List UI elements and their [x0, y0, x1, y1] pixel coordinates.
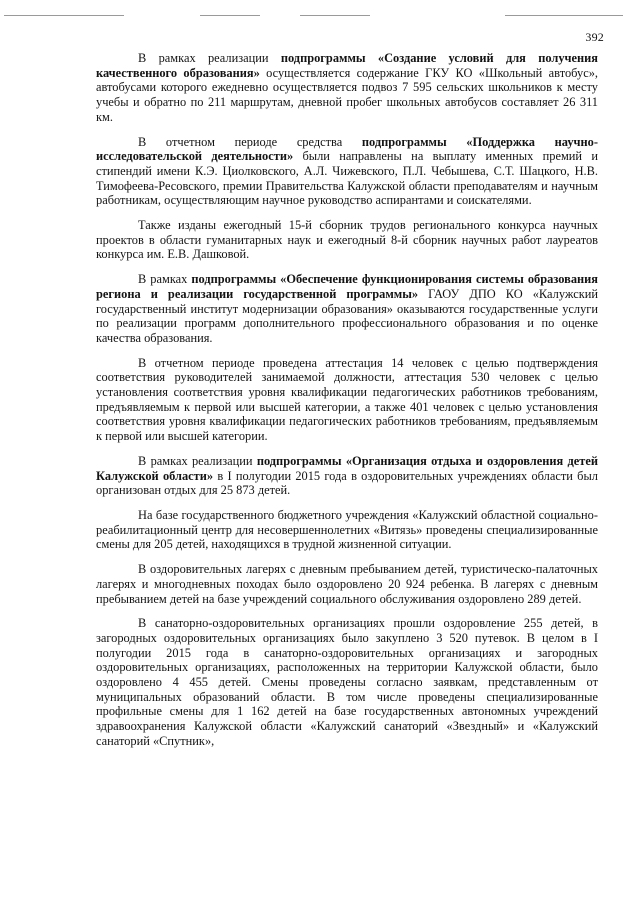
paragraph [96, 272, 598, 346]
text-run: В санаторно-оздоровительных организациях прошли оздоровление 255 детей, в загородных оздоровительных организациях было закуплено 3 520 путевок. В целом в I полугодии 2015 года в санаторно-оздоровительных организациях и загородных оздоровительных организациях, расположенных на территории Калужской области, было оздоровлено 4 455 детей. Смены проведены согласно заявкам, представленным от муниципальных образований области. В том числе проведены специализированные профильные смены для 1 162 детей на базе государственных автономных учреждений здравоохранения Калужской области «Калужский санаторий «Звездный» и «Калужский санаторий «Спутник», [96, 616, 598, 748]
text-run: В отчетном периоде проведена аттестация 14 человек с целью подтверждения соответствия руководителей занимаемой должности, аттестация 530 человек с целью установления соответствия уровня квалификации педагогических работников требованиям, предъявляемым к первой или высшей категории, а также 401 человек с целью установления соответствия уровня квалификации педагогических работников требованиям, предъявляемым к первой или высшей категории. [96, 355, 598, 444]
paragraph [96, 135, 598, 209]
paragraph [96, 51, 598, 125]
text-run: В рамках реализации [138, 51, 281, 65]
text-run: В оздоровительных лагерях с дневным пребыванием детей, туристическо-палаточных лагерях и многодневных походах было оздоровлено 20 924 ребенка. В лагерях с дневным пребыванием детей на базе учреждений социального обслуживания оздоровлено 289 детей. [96, 562, 598, 606]
paragraph [96, 616, 598, 748]
subprogram-name: подпрограммы «Обеспечение функционирования системы образования региона и реализации государственной программы» [96, 272, 598, 301]
paragraph [96, 356, 598, 444]
page-number: 392 [585, 30, 604, 44]
text-run: В рамках [138, 272, 192, 287]
text-run: В рамках реализации [138, 453, 257, 468]
scan-edge-artifacts [0, 0, 640, 24]
text-run: в I полугодии 2015 года в оздоровительных учреждениях области был организован отдых для 25 873 детей. [96, 468, 598, 498]
text-run: были направлены на выплату именных премий и стипендий имени К.Э. Циолковского, А.Л. Чижевского, П.Л. Чебышева, С.Т. Шацкого, Н.В. Тимофеева-Ресовского, премии Правительства Калужской области преподавателям и научным работникам, осуществляющим научное руководство аспирантами и соискателями. [96, 149, 598, 208]
text-run: осуществляется содержание ГКУ КО «Школьный автобус», автобусами которого ежедневно осуществляется подвоз 7 595 сельских школьников к месту учебы и обратно по 211 маршрутам, дневной пробег школьных автобусов составляет 26 311 км. [96, 65, 598, 124]
paragraph [96, 454, 598, 498]
subprogram-name: подпрограммы «Организация отдыха и оздоровления детей Калужской области» [96, 453, 598, 483]
document-body [96, 51, 598, 759]
paragraph [96, 218, 598, 262]
paragraph [96, 508, 598, 552]
text-run: В отчетном периоде средства [138, 134, 362, 149]
text-run: ГАОУ ДПО КО «Калужский государственный институт модернизации образования» оказываются государственные услуги по реализации программ дополнительного профессионального образования и по оценке качества образования. [96, 286, 598, 345]
subprogram-name: подпрограммы «Поддержка научно-исследовательской деятельности» [96, 134, 598, 164]
text-run: На базе государственного бюджетного учреждения «Калужский областной социально-реабилитационный центр для несовершеннолетних «Витязь» проведены специализированные смены для 205 детей, находящихся в трудной жизненной ситуации. [96, 507, 598, 552]
paragraph [96, 562, 598, 606]
subprogram-name: подпрограммы «Создание условий для получения качественного образования» [96, 51, 598, 80]
text-run: Также изданы ежегодный 15-й сборник трудов регионального конкурса научных проектов в области гуманитарных наук и ежегодный 8-й сборник научных работ лауреатов конкурса им. Е.В. Дашковой. [96, 218, 598, 262]
